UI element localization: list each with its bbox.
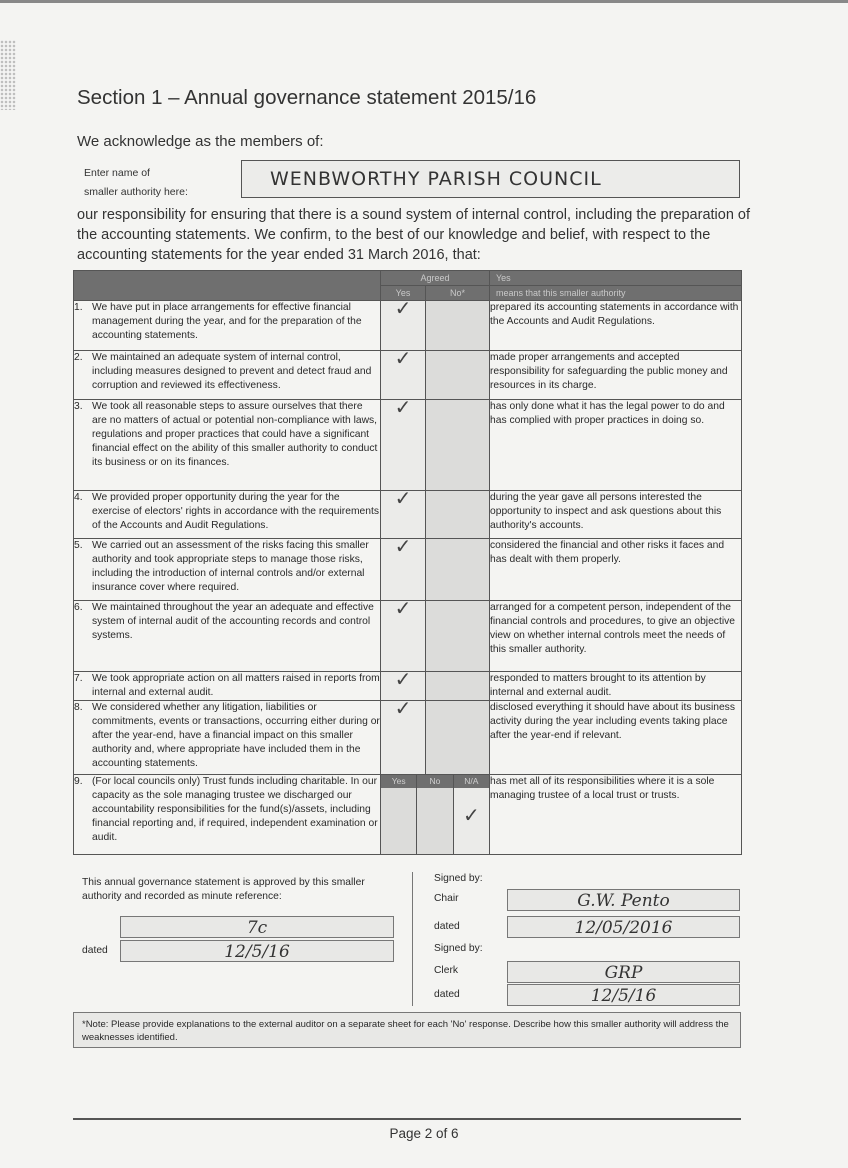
table-row	[74, 491, 742, 539]
clerk-signature: GRP	[604, 963, 643, 983]
yes-checkbox[interactable]	[381, 696, 426, 775]
tick-mark-icon: ✓	[394, 395, 412, 419]
minute-reference-handwritten: 7c	[246, 918, 268, 938]
tick-mark-icon: ✓	[394, 667, 412, 691]
statement-number: 6.	[74, 602, 83, 613]
trust-yes-header: Yes	[381, 775, 417, 788]
authority-name-label: Enter name of smaller authority here:	[84, 167, 188, 198]
statement-text: We maintained an adequate system of internal control, including measures designed to prevent and detect fraud and corruption and reviewed its effectiveness.	[92, 352, 372, 391]
tick-mark-icon: ✓	[394, 486, 412, 510]
approval-date-handwritten: 12/5/16	[224, 942, 290, 962]
clerk-signature-field[interactable]	[507, 961, 740, 983]
chair-signature: G.W. Pento	[577, 891, 670, 911]
statement-text: We provided proper opportunity during the year for the exercise of electors' rights in accordance with the requirements of the Accounts and Audit Regulations.	[92, 492, 379, 531]
statement-number: 7.	[74, 673, 83, 684]
statement-cell	[74, 539, 381, 601]
no-checkbox[interactable]	[426, 601, 490, 672]
scan-top-edge	[0, 0, 848, 3]
chair-dated-label: dated	[434, 921, 460, 932]
scan-speckle	[0, 40, 16, 110]
trust-na-header: N/A	[464, 776, 479, 786]
means-cell: during the year gave all persons interested the opportunity to inspect and ask questions about this authority's accounts.	[490, 491, 742, 539]
clerk-date-handwritten: 12/5/16	[590, 986, 657, 1006]
statement-number: 1.	[74, 302, 83, 313]
table-row	[74, 701, 742, 775]
yes-checkbox[interactable]	[381, 346, 426, 400]
means-cell: arranged for a competent person, independent of the financial controls and procedures, to give an objective view on whether internal controls meet the needs of this smaller authority.	[490, 601, 742, 672]
yes-checkbox[interactable]	[381, 534, 426, 601]
table-row	[74, 775, 742, 855]
table-row	[74, 400, 742, 491]
no-header: No*	[426, 286, 490, 301]
statement-text: We maintained throughout the year an adequate and effective system of internal audit of the accounting records and control systems.	[92, 602, 374, 641]
approval-dated-label: dated	[82, 945, 108, 956]
statement-number: 5.	[74, 540, 83, 551]
table-row	[74, 351, 742, 400]
chair-date-handwritten: 12/05/2016	[574, 918, 673, 938]
tick-mark-icon: ✓	[394, 596, 412, 620]
clerk-dated-label: dated	[434, 989, 460, 1000]
signature-divider	[412, 872, 413, 1006]
yes-checkbox[interactable]	[381, 486, 426, 539]
no-checkbox[interactable]	[426, 539, 490, 601]
statement-number: 8.	[74, 702, 83, 713]
table-row	[74, 301, 742, 351]
means-cell: made proper arrangements and accepted responsibility for safeguarding the public money and resources in its charge.	[490, 351, 742, 400]
footnote-box: *Note: Please provide explanations to the external auditor on a separate sheet for each 'No' response. Describe how this smaller authority will address the weaknesses identified.	[73, 1012, 741, 1048]
yes-header: Yes	[381, 286, 426, 301]
means-header-yes: Yes	[490, 271, 742, 286]
statement-cell	[74, 351, 381, 400]
statement-text: We carried out an assessment of the risks facing this smaller authority and took appropriate steps to manage those risks, including the introduction of internal controls and/or external insurance cover where required.	[92, 540, 369, 593]
means-cell: has only done what it has the legal power to do and has complied with proper practices in doing so.	[490, 400, 742, 491]
approval-text: This annual governance statement is approved by this smaller authority and recorded as minute reference:	[82, 877, 365, 902]
chair-label: Chair	[434, 893, 459, 904]
acknowledgement-heading: We acknowledge as the members of:	[77, 133, 324, 150]
clerk-label: Clerk	[434, 965, 459, 976]
table-row	[74, 601, 742, 672]
statement-text: We took appropriate action on all matters raised in reports from internal and external audit.	[92, 673, 380, 698]
chair-date-field[interactable]	[507, 916, 740, 938]
tick-mark-icon: ✓	[394, 346, 412, 370]
footer-rule	[73, 1118, 741, 1120]
tick-mark-icon: ✓	[394, 534, 412, 558]
statement-cell	[74, 701, 381, 775]
statement-number: 9.	[74, 776, 83, 787]
statement-cell	[74, 491, 381, 539]
statement-cell	[74, 400, 381, 491]
authority-name-handwritten: WENBWORTHY PARISH COUNCIL	[270, 168, 602, 190]
no-checkbox[interactable]	[426, 351, 490, 400]
approval-date-field[interactable]	[120, 940, 394, 962]
statement-cell	[74, 601, 381, 672]
statement-number: 2.	[74, 352, 83, 363]
statement-cell	[74, 672, 381, 701]
no-checkbox[interactable]	[426, 672, 490, 701]
trust-no-checkbox[interactable]	[417, 788, 453, 854]
no-checkbox[interactable]	[426, 491, 490, 539]
statement-cell	[74, 775, 381, 855]
clerk-date-field[interactable]	[507, 984, 740, 1006]
page-number: Page 2 of 6	[389, 1126, 459, 1141]
trust-answer-cell	[381, 775, 490, 855]
means-cell: has met all of its responsibilities where it is a sole managing trustee of a local trust or trusts.	[490, 775, 742, 855]
authority-name-field[interactable]	[241, 160, 740, 198]
statement-text: We considered whether any litigation, liabilities or commitments, events or transactions, occurring either during or after the year-end, have a financial impact on this smaller authority and, where appropriate have included them in the accounting statements.	[92, 702, 380, 769]
yes-checkbox[interactable]	[381, 395, 426, 491]
statement-number: 4.	[74, 492, 83, 503]
tick-mark-icon: ✓	[394, 696, 412, 720]
table-row	[74, 539, 742, 601]
section-title: Section 1 – Annual governance statement 2015/16	[77, 86, 537, 109]
minute-reference-field[interactable]	[120, 916, 394, 938]
trust-no-header: No	[417, 775, 453, 788]
signed-by-chair-label: Signed by:	[434, 873, 483, 884]
statement-cell	[74, 301, 381, 351]
yes-checkbox[interactable]	[381, 596, 426, 672]
agreed-header: Agreed	[381, 271, 490, 286]
no-checkbox[interactable]	[426, 701, 490, 775]
means-cell: prepared its accounting statements in accordance with the Accounts and Audit Regulations.	[490, 301, 742, 351]
responsibility-paragraph: our responsibility for ensuring that there is a sound system of internal control, including the preparation of the accounting statements. We confirm, to the best of our knowledge and belief, with respect to the accounting statements for the year ended 31 March 2016, that:	[77, 207, 751, 263]
no-checkbox[interactable]	[426, 400, 490, 491]
means-cell: responded to matters brought to its attention by internal and external audit.	[490, 672, 742, 701]
yes-checkbox[interactable]	[381, 296, 426, 351]
statement-text: We have put in place arrangements for effective financial management during the year, and for the preparation of the accounting statements.	[92, 302, 362, 341]
trust-na-checkbox[interactable]	[454, 788, 489, 854]
means-header-text: means that this smaller authority	[490, 286, 742, 301]
statement-text: (For local councils only) Trust funds including charitable. In our capacity as the sole managing trustee we discharged our accountability responsibilities for the fund(s)/assets, including financial reporting and, if required, independent examination or audit.	[92, 776, 378, 843]
governance-table	[73, 270, 742, 855]
statement-text: We took all reasonable steps to assure ourselves that there are no matters of actual or potential non-compliance with laws, regulations and proper practices that could have a significant financial effect on the ability of this smaller authority to conduct its business or on its finances.	[92, 401, 378, 468]
no-checkbox[interactable]	[426, 301, 490, 351]
tick-mark-icon: ✓	[462, 803, 480, 827]
means-cell: considered the financial and other risks it faces and has dealt with them properly.	[490, 539, 742, 601]
trust-yes-checkbox[interactable]	[381, 788, 417, 854]
means-cell: disclosed everything it should have about its business activity during the year including events taking place after the year-end if relevant.	[490, 701, 742, 775]
tick-mark-icon: ✓	[394, 296, 412, 320]
statement-header	[74, 271, 381, 301]
signed-by-clerk-label: Signed by:	[434, 943, 483, 954]
chair-signature-field[interactable]	[507, 889, 740, 911]
statement-number: 3.	[74, 401, 83, 412]
